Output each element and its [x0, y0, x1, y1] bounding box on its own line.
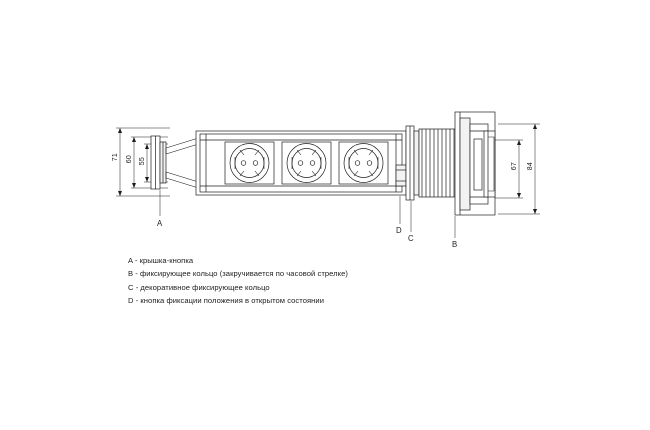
dimension-label-60: 60 — [126, 155, 133, 164]
socket-outlet-3 — [339, 142, 388, 184]
legend — [128, 254, 548, 308]
legend-item-d: D - кнопка фиксации положения в открытом состоянии — [128, 296, 324, 306]
mounting-bracket — [151, 136, 166, 189]
socket-outlet-1 — [225, 142, 274, 184]
top-cap-assembly — [455, 112, 495, 215]
callout-label-d: D — [396, 226, 402, 235]
callout-label-b: B — [452, 240, 458, 249]
legend-item-b: B - фиксирующее кольцо (закручивается по часовой стрелке) — [128, 269, 348, 279]
lock-button-d — [396, 165, 406, 186]
callout-label-a: A — [157, 219, 163, 228]
legend-item-c: C - декоративное фиксирующее кольцо — [128, 282, 270, 292]
dimension-label-71: 71 — [112, 153, 119, 162]
dimension-line-71 — [118, 128, 122, 196]
dimension-label-67: 67 — [511, 162, 518, 171]
dimension-label-55: 55 — [139, 157, 146, 166]
decorative-ring-c — [406, 126, 419, 200]
callout-label-c: C — [408, 234, 414, 243]
socket-outlet-2 — [282, 142, 331, 184]
dimension-label-84: 84 — [527, 162, 534, 171]
legend-item-a: A - крышка-кнопка — [128, 256, 194, 265]
